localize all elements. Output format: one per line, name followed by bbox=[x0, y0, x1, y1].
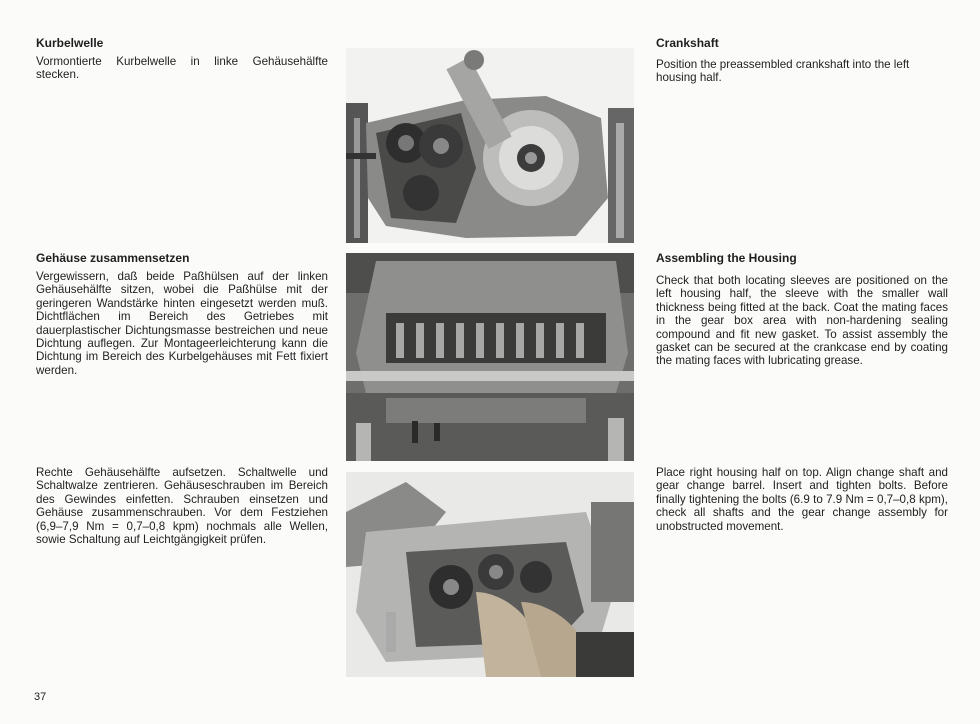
section-3-de bbox=[36, 466, 328, 546]
section-2-en bbox=[656, 251, 948, 368]
section-text-en: Check that both locating sleeves are positioned on the left housing half, the sleeve with the smaller wall thickness being fitted at the back. Coat the mating faces in the gear box area with non-hardening sealing compound and fit new gasket. To assist assembly the gasket can be secured at the crankcase end by coating the mating faces with lubricating grease. bbox=[656, 274, 948, 368]
section-heading-de: Kurbelwelle bbox=[36, 36, 104, 50]
section-heading-en: Assembling the Housing bbox=[656, 251, 797, 265]
photo-housing-with-gasket bbox=[346, 253, 634, 461]
section-text-de: Rechte Gehäusehälfte aufsetzen. Schaltwelle und Schaltwalze zentrieren. Gehäuseschrauben im Bereich des Gewindes einfetten. Schrauben einsetzen und Gehäuse zusammenschrauben. Vor dem Festziehen (6,9–7,9 Nm = 0,7–0,8 kpm) nochmals alle Wellen, sowie Schaltung auf Leichtgängigkeit prüfen. bbox=[36, 466, 328, 547]
section-heading-en: Crankshaft bbox=[656, 36, 719, 50]
photo-crankshaft-in-housing bbox=[346, 48, 634, 243]
section-3-en bbox=[656, 466, 948, 533]
section-heading-de: Gehäuse zusammensetzen bbox=[36, 251, 190, 265]
section-text-en: Place right housing half on top. Align change shaft and gear change barrel. Insert and tighten bolts. Before finally tightening the bolts (6.9 to 7.9 Nm = 0,7–0,8 kpm), check all shafts and the gear change assembly for unobstructed movement. bbox=[656, 466, 948, 533]
section-text-de: Vergewissern, daß beide Paßhülsen auf der linken Gehäusehälfte sitzen, wobei die Paßhülse mit der geringeren Wandstärke hinten eingesetzt werden muß. Dichtflächen im Bereich des Getriebes mit dauerplastischer Dichtungsmasse bestreichen und neue Dichtung auflegen. Zur Montageerleichterung kann die Dichtung im Bereich des Kurbelgehäuses mit Fett fixiert werden. bbox=[36, 270, 328, 377]
section-1-en bbox=[656, 36, 948, 85]
section-text-en: Position the preassembled crankshaft into the left housing half. bbox=[656, 58, 910, 85]
photo-right-housing-half bbox=[346, 472, 634, 677]
page-number: 37 bbox=[34, 691, 47, 703]
section-text-de: Vormontierte Kurbelwelle in linke Gehäusehälfte stecken. bbox=[36, 55, 328, 82]
section-1-de bbox=[36, 36, 328, 82]
section-2-de bbox=[36, 251, 328, 377]
